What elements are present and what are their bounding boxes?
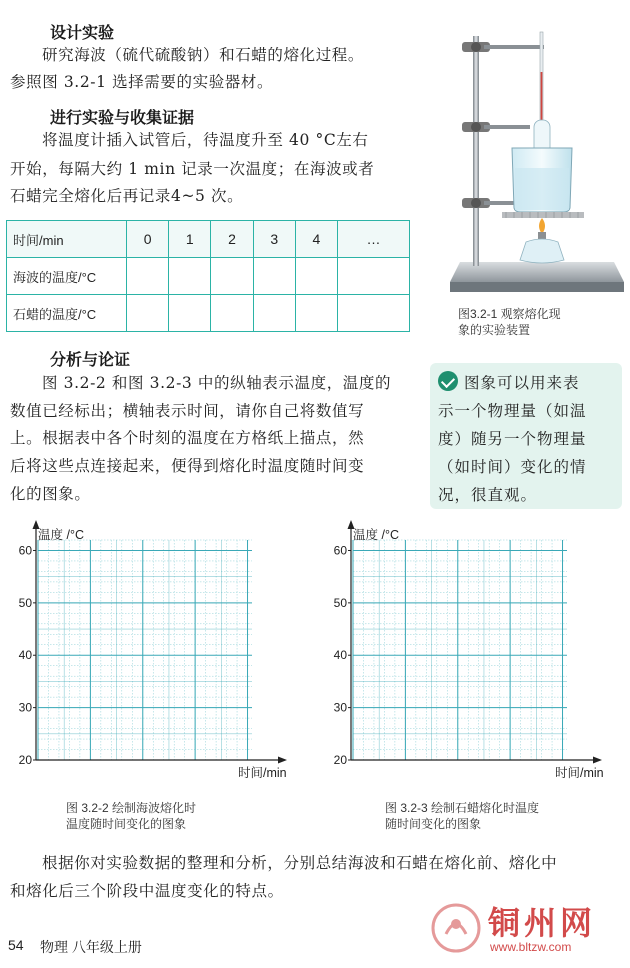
chart-caption-1: 图 3.2-3 绘制石蜡熔化时温度	[385, 801, 540, 815]
table-cell-time: 4	[295, 221, 337, 258]
design-text-2: 参照图 3.2-1 选择需要的实验器材。	[10, 73, 274, 91]
book-title: 物理 八年级上册	[40, 939, 142, 955]
y-tick-label: 50	[333, 595, 347, 610]
tip-line: 度）随另一个物理量	[438, 430, 587, 448]
tip-box	[430, 363, 622, 509]
conduct-text-3: 石蜡完全熔化后再记录4~5 次。	[10, 187, 244, 205]
apparatus-caption-1: 图3.2-1 观察熔化现	[458, 307, 561, 321]
grid-paper-paraffin[interactable]	[315, 515, 630, 780]
table-row	[7, 221, 410, 258]
leaf-icon	[438, 371, 458, 391]
page-number: 54	[8, 937, 24, 953]
chart-ylabel: 温度 /°C	[38, 528, 84, 542]
y-tick-label: 60	[18, 543, 32, 558]
analysis-text-5: 化的图象。	[10, 485, 91, 503]
y-tick-label: 30	[18, 700, 32, 715]
table-cell-empty[interactable]	[211, 295, 253, 332]
analysis-text-2: 数值已经标出；横轴表示时间，请你自己将数值写	[10, 402, 365, 420]
grid-lines	[38, 540, 252, 760]
table-row-label-paraffin: 石蜡的温度/°C	[7, 295, 127, 332]
y-tick-label: 50	[18, 595, 32, 610]
section-title-analysis: 分析与论证	[50, 350, 131, 369]
summary-text-1: 根据你对实验数据的整理和分析，分别总结海波和石蜡在熔化前、熔化中	[42, 854, 558, 872]
chart-hypo-melting	[0, 515, 315, 815]
table-cell-empty[interactable]	[211, 258, 253, 295]
table-cell-empty[interactable]	[253, 295, 295, 332]
chart-caption-1: 图 3.2-2 绘制海波熔化时	[66, 801, 197, 815]
y-tick-label: 30	[333, 700, 347, 715]
table-cell-empty[interactable]	[127, 258, 169, 295]
chart-ylabel: 温度 /°C	[353, 528, 399, 542]
y-tick-label: 20	[18, 753, 32, 767]
summary-text-2: 和熔化后三个阶段中温度变化的特点。	[10, 882, 284, 900]
table-header-time: 时间/min	[7, 221, 127, 258]
analysis-text-4: 后将这些点连接起来，便得到熔化时温度随时间变	[10, 457, 365, 475]
y-tick-label: 40	[18, 648, 32, 663]
y-tick-label: 40	[333, 648, 347, 663]
tip-line: 图象可以用来表	[464, 374, 580, 392]
y-tick-label: 20	[333, 753, 347, 767]
table-cell-empty[interactable]	[338, 258, 410, 295]
table-cell-empty[interactable]	[253, 258, 295, 295]
table-cell-empty[interactable]	[295, 295, 337, 332]
analysis-text-1: 图 3.2-2 和图 3.2-3 中的纵轴表示温度，温度的	[42, 374, 392, 392]
chart-paraffin-melting	[315, 515, 630, 815]
table-cell-time: 3	[253, 221, 295, 258]
table-cell-empty[interactable]	[127, 295, 169, 332]
chart-xlabel: 时间/min	[238, 766, 287, 780]
table-row	[7, 295, 410, 332]
table-cell-empty[interactable]	[169, 258, 211, 295]
y-tick-label: 60	[333, 543, 347, 558]
section-title-design: 设计实验	[50, 23, 115, 42]
table-cell-empty[interactable]	[295, 258, 337, 295]
tip-line: （如时间）变化的情	[438, 458, 587, 476]
tip-line: 示一个物理量（如温	[438, 402, 587, 420]
apparatus-caption-2: 象的实验装置	[458, 323, 531, 337]
chart-caption-2: 随时间变化的图象	[385, 817, 482, 831]
grid-paper-hypo[interactable]	[0, 515, 315, 780]
chart-caption-2: 温度随时间变化的图象	[66, 817, 187, 831]
analysis-text-3: 上。根据表中各个时刻的温度在方格纸上描点，然	[10, 429, 365, 447]
table-cell-time: 0	[127, 221, 169, 258]
table-cell-empty[interactable]	[338, 295, 410, 332]
watermark-logo-icon	[430, 902, 482, 954]
watermark-brand: 铜州网	[488, 904, 597, 942]
watermark	[430, 896, 620, 962]
watermark-url: www.bltzw.com	[490, 940, 572, 954]
conduct-text-1: 将温度计插入试管后，待温度升至 40 °C左右	[42, 131, 369, 149]
table-row	[7, 258, 410, 295]
design-text-1: 研究海波（硫代硫酸钠）和石蜡的熔化过程。	[42, 46, 365, 64]
table-cell-empty[interactable]	[169, 295, 211, 332]
table-cell-time: 2	[211, 221, 253, 258]
table-cell-time: 1	[169, 221, 211, 258]
temperature-table	[6, 220, 410, 332]
section-title-conduct: 进行实验与收集证据	[50, 108, 195, 127]
grid-lines	[353, 540, 567, 760]
conduct-text-2: 开始，每隔大约 1 min 记录一次温度；在海波或者	[10, 160, 375, 178]
chart-xlabel: 时间/min	[555, 766, 604, 780]
tip-line: 况，很直观。	[438, 486, 538, 504]
table-row-label-hypo: 海波的温度/°C	[7, 258, 127, 295]
table-cell-time: …	[338, 221, 410, 258]
apparatus-illustration	[448, 12, 626, 304]
